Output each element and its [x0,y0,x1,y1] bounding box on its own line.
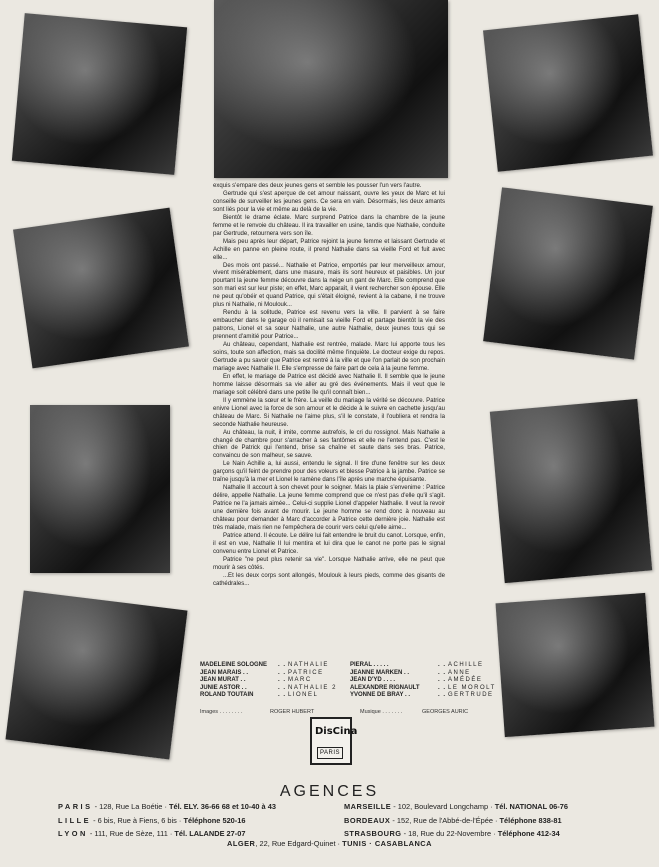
logo-city: PARIS [317,747,343,759]
agency-address: - 102, Boulevard Longchamp · [391,802,495,811]
cast-dots: . . [438,662,447,668]
cast-row [350,692,496,700]
photo-right-3 [490,399,652,583]
actor-name: JEANNE MARKEN . . [350,669,410,676]
agency-phone: Tél. ELY. 36-66 68 et 10-40 à 43 [168,802,276,811]
story-paragraph: Le Nain Achille a, lui aussi, entendu le signal. Il tire d'une fenêtre sur les deux garçons qu'il feint de prendre pour des voleurs et blesse Patrice à la jambe. Patrice se traîne jusqu'à la mer et Lionel le ramène dans l'île après une marche épuisante. [213,461,445,484]
credit-label: Musique . . . . . . . [360,709,403,715]
story-paragraph: Nathalie II accourt à son chevet pour le soigner. Mais la plaie s'envenime : Patrice délire, appelle Nathalie. La jeune femme comprend que ce n'est pas d'elle qu'il s'agit. Patrice ne l'a jamais aimée... Celui-ci supplie Lionel d'appeler Nathalie. Il veut la revoir une dernière fois avant de mourir. Le jeune homme se rend donc à nouveau au château pour demander à Marc d'accorder à Patrice cette dernière joie. Nathalie est très malade, mais rien ne l'empêchera de courir vers celui qu'elle aime... [213,485,445,531]
story-paragraph: exquis s'empare des deux jeunes gens et semble les pousser l'un vers l'autre. [213,183,422,189]
role-name: NATHALIE 2 [288,684,337,691]
story-paragraph: Patrice "ne peut plus retenir sa vie". Lorsque Nathalie arrive, elle ne peut que mourir à ses côtés. [213,556,445,571]
agency-phone: Téléphone 412-34 [497,829,560,838]
agency-address: , 22, Rue Edgard-Quinet · [255,839,343,848]
photo-left-3 [30,405,170,573]
story-paragraph: Gertrude qui s'est aperçue de cet amour naissant, ouvre les yeux de Marc et lui conseille de surveiller les jeunes gens. Ce sera en vain. Désormais, les deux amants sont liés pour la vie et même au delà de la vie. [213,190,445,213]
cast-list-left [200,662,337,700]
cast-row [200,670,337,678]
cast-row [350,662,496,670]
cast-row [200,677,337,685]
agencies-left [58,800,276,841]
photo-left-2 [13,208,189,369]
actor-name: JEAN MARAIS . . [200,669,249,676]
role-name: GERTRUDE [448,692,494,699]
agencies-right [344,800,568,841]
story-paragraph: Des mois ont passé... Nathalie et Patrice, emportés par leur merveilleux amour, vivent misérablement, dans une masure, mais ils sont heureux et paisibles. Un jour pourtant la jeune femme découvre dans la neige un gant de Marc. Elle comprend que son mari est sur leur piste; en effet, Marc apparaît, il vient rechercher son épouse. Elle ne peut qu'obéir et quand Patrice, qui s'était éloigné, revient à la cabane, il ne trouve plus ni Nathalie, ni Moulouk... [213,262,445,309]
agency-city: STRASBOURG [344,829,402,838]
role-name: AMÉDÉE [448,677,483,684]
credit-music [360,709,468,715]
actor-name: ALEXANDRE RIGNAULT [350,684,420,691]
role-name: NATHALIE [288,662,329,668]
cast-row [200,692,337,700]
role-name: ACHILLE [448,662,484,668]
role-name: MARC [288,677,312,684]
agencies-title: AGENCES [279,783,380,800]
story-paragraph: Mais peu après leur départ, Patrice rejoint la jeune femme et laissant Gertrude et Achille en panne en pleine route, il prend Nathalie dans sa vieille Ford et fuit avec elle... [213,238,445,261]
cast-row [350,677,496,685]
cast-row [350,685,496,693]
agency-line [58,800,276,814]
cast-dots: . . [438,669,447,676]
actor-name: PIERAL . . . . . [350,662,389,668]
story-paragraph: Patrice attend. Il écoute. Le délire lui fait entendre le bruit du canot. Lorsque, enfin, il est en vue, Nathalie II lui mentira et lui dira que le canot ne porte pas le signal convenu entre Lionel et Patrice. [213,532,445,555]
cast-dots: . . [278,662,287,668]
credit-name: ROGER HUBERT [270,709,315,715]
story-paragraph: Rendu à la solitude, Patrice est revenu vers la ville. Il parvient à se faire embaucher dans le garage où il remisait sa vieille Ford et partage bientôt la vie des patrons, Lionel et sa sœur Nathalie, une autre Nathalie, deux jeunes tous qui se prennent d'amitié pour Patrice... [213,310,445,341]
cast-dots: . . [438,692,447,699]
photo-top-left [12,13,187,175]
agency-line [344,800,568,814]
agency-phone: Tél. NATIONAL 06-76 [494,802,568,811]
logo-mark: DisCina [315,726,358,737]
photo-top-center [214,0,448,178]
discina-logo [310,717,358,765]
agency-phone: Téléphone 520-16 [183,815,246,825]
agency-address: - 152, Rue de l'Abbé-de-l'Épée · [390,815,500,825]
actor-name: JUNIE ASTOR . . [200,684,247,691]
agency-city: ALGER [227,839,256,848]
story-paragraph: En effet, le mariage de Patrice est décidé avec Nathalie II. Il semble que le jeune homme laisse désormais sa vie aller au gré des événements. Mais il veut que le mariage soit célébré dans une petite île qu'il connaît bien... [213,373,445,396]
cast-row [200,662,337,670]
credit-images [200,709,314,715]
story-paragraph: ...Et les deux corps sont allongés, Moulouk à leurs pieds, comme des gisants de cathédrales... [213,572,445,587]
photo-right-2 [483,187,653,359]
photo-left-4 [5,591,187,760]
cast-dots: . . [278,669,287,676]
agency-address: - 18, Rue du 22-Novembre · [401,829,498,838]
agency-address: - 128, Rue La Boétie · [92,802,169,811]
actor-name: ROLAND TOUTAIN [200,692,254,699]
role-name: PATRICE [288,669,324,676]
cast-dots: . . [438,684,447,691]
cast-dots: . . [278,684,287,691]
cast-row [200,685,337,693]
actor-name: YVONNE DE BRAY . . [350,692,411,699]
actor-name: JEAN D'YD . . . . [350,677,396,684]
credit-name: GEORGES AURIC [422,709,469,715]
agencies-bottom [0,839,659,848]
role-name: LIONEL [288,692,319,699]
story-paragraph: Au château, la nuit, il imite, comme autrefois, le cri du rossignol. Mais Nathalie a changé de chambre pour s'arracher à ses fantômes et elle ne l'entend pas. C'est le chien de Patrick qui l'entend, brise sa chaîne et saute dans ses bras. Patrice, convaincu de son malheur, se sauve. [213,429,445,460]
agency-address: - 6 bis, Rue à Fiens, 6 bis · [91,815,184,825]
story-paragraph: Bientôt le drame éclate. Marc surprend Patrice dans la chambre de la jeune femme et le renvoie du château. Il ira travailler en usine, tandis que Nathalie, conduite par Gertrude, retournera vers son île. [213,214,445,237]
cast-dots: . . [278,692,287,699]
agency-city: TUNIS · CASABLANCA [342,839,432,848]
agency-city: PARIS [58,802,93,811]
story-paragraph: Au château, cependant, Nathalie est rentrée, malade. Marc lui apporte tous les soins, toute son affection, mais sa docilité même l'inquiète. Le docteur exige du repos. Gertrude a pu savoir que Patrice est rentré à la ville et que l'on parlait de son prochain mariage avec Nathalie II. Elle s'empresse de faire part de cela à la jeune femme. [213,342,445,372]
photo-top-right [483,14,653,172]
agency-city: MARSEILLE [344,802,392,811]
role-name: LE MOROLT [448,684,496,691]
photo-right-4 [496,593,655,737]
agency-line [344,814,568,828]
credit-label: Images . . . . . . . . [200,709,243,715]
agency-phone: Téléphone 838-81 [499,815,562,825]
role-name: ANNE [448,669,471,676]
cast-dots: . . [438,677,447,684]
story-paragraph: Il y emmène la sœur et le frère. La veille du mariage la vérité se découvre. Patrice enivre Lionel avec la force de son amour et le décide à le suivre en cachette jusqu'au château de Marc. Si Nathalie ne l'aime plus, s'il le constate, il l'oubliera et rendra la seconde Nathalie heureuse. [213,397,445,428]
actor-name: MADELEINE SOLOGNE [200,662,268,668]
agency-address: - 111, Rue de Sèze, 111 · [87,829,175,838]
agency-city: LYON [58,829,88,838]
agency-phone: Tél. LALANDE 27-07 [174,829,246,838]
agency-line [58,814,276,828]
cast-list-right [350,662,496,700]
agency-city: LILLE [58,815,92,825]
synopsis-text [213,183,445,589]
agency-city: BORDEAUX [344,815,391,825]
cast-dots: . . [278,677,287,684]
actor-name: JEAN MURAT . . [200,677,246,684]
